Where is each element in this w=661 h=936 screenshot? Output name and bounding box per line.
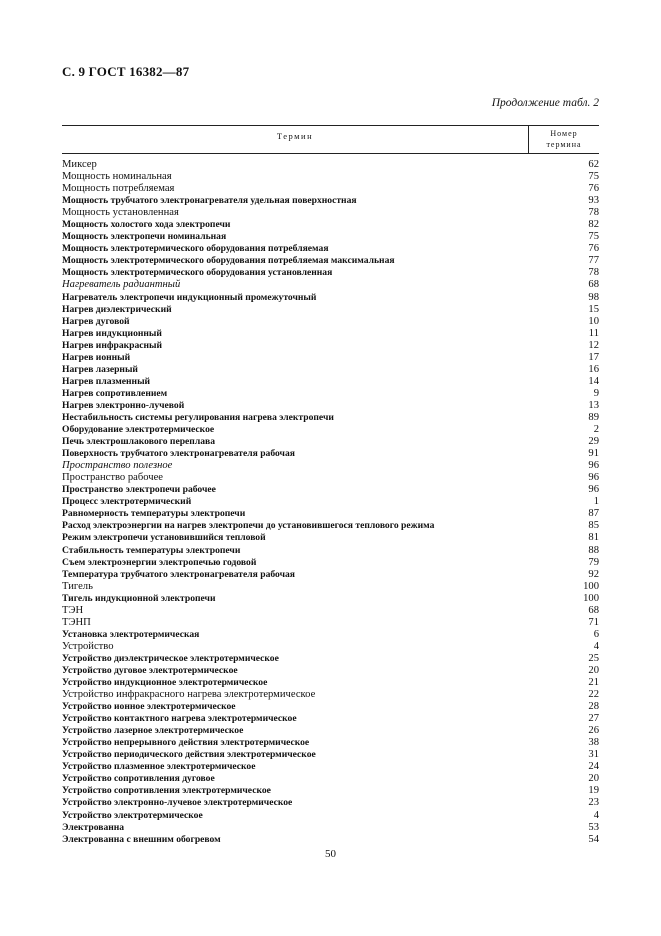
table-row xyxy=(62,243,599,255)
term-cell: Мощность установленная xyxy=(62,207,179,219)
table-row xyxy=(62,472,599,484)
term-number-cell: 54 xyxy=(588,833,599,845)
table-row xyxy=(62,340,599,352)
table-row xyxy=(62,304,599,316)
term-cell: Устройство электронно-лучевое электротермическое xyxy=(62,797,293,809)
table-row xyxy=(62,292,599,304)
term-cell: Нагреватель радиантный xyxy=(62,279,181,291)
term-cell: Нагрев сопротивлением xyxy=(62,387,168,399)
term-number-cell: 79 xyxy=(588,556,599,568)
term-number-cell: 31 xyxy=(588,749,599,761)
table-row xyxy=(62,737,599,749)
term-number-cell: 62 xyxy=(588,159,599,170)
table-header xyxy=(62,125,599,154)
term-cell: Нагреватель электропечи индукционный промежуточный xyxy=(62,291,317,303)
table-row xyxy=(62,629,599,641)
table-row xyxy=(62,617,599,629)
term-cell: Пространство рабочее xyxy=(62,472,163,484)
table-body xyxy=(62,159,599,846)
term-cell: Пространство полезное xyxy=(62,460,173,472)
term-cell: Устройство ионное электротермическое xyxy=(62,701,236,713)
table-row xyxy=(62,713,599,725)
term-number-cell: 10 xyxy=(588,315,599,327)
table-row xyxy=(62,761,599,773)
term-number-cell: 14 xyxy=(588,375,599,387)
table-row xyxy=(62,219,599,231)
column-header-term: Термин xyxy=(276,131,314,141)
term-number-cell: 68 xyxy=(588,604,599,616)
term-number-cell: 96 xyxy=(588,472,599,484)
term-cell: Стабильность температуры электропечи xyxy=(62,544,241,556)
term-cell: Мощность трубчатого электронагревателя удельная поверхностная xyxy=(62,195,357,207)
term-cell: Температура трубчатого электронагревателя рабочая xyxy=(62,568,296,580)
term-number-cell: 24 xyxy=(588,761,599,773)
term-cell: Устройство сопротивления электротермическое xyxy=(62,785,271,797)
table-row xyxy=(62,701,599,713)
term-number-cell: 9 xyxy=(593,387,599,399)
table-row xyxy=(62,520,599,532)
term-number-cell: 76 xyxy=(588,243,599,255)
term-number-cell: 78 xyxy=(588,267,599,279)
term-number-cell: 21 xyxy=(588,677,599,689)
term-number-cell: 25 xyxy=(588,652,599,664)
table-row xyxy=(62,677,599,689)
term-number-cell: 27 xyxy=(588,713,599,725)
page-header: С. 9 ГОСТ 16382—87 xyxy=(62,64,190,79)
term-number-cell: 22 xyxy=(588,689,599,701)
term-number-cell: 26 xyxy=(588,725,599,737)
term-number-cell: 96 xyxy=(588,484,599,496)
term-cell: Нагрев инфракрасный xyxy=(62,339,163,351)
table-row xyxy=(62,593,599,605)
term-cell: Пространство электропечи рабочее xyxy=(62,484,216,496)
term-number-cell: 92 xyxy=(588,568,599,580)
term-number-cell: 100 xyxy=(583,580,599,592)
term-cell: Тигель индукционной электропечи xyxy=(62,592,216,604)
term-cell: Оборудование электротермическое xyxy=(62,424,215,436)
term-number-cell: 75 xyxy=(588,171,599,183)
column-header-number-line2: термина xyxy=(546,140,582,149)
column-header-number xyxy=(528,126,599,153)
term-number-cell: 78 xyxy=(588,207,599,219)
term-cell: Съем электроэнергии электропечью годовой xyxy=(62,556,257,568)
term-cell: Устройство сопротивления дуговое xyxy=(62,773,215,785)
term-number-cell: 76 xyxy=(588,183,599,195)
terms-table xyxy=(62,125,599,846)
term-cell: Устройство индукционное электротермическое xyxy=(62,677,268,689)
term-cell: Мощность электропечи номинальная xyxy=(62,231,227,243)
table-row xyxy=(62,773,599,785)
term-cell: Устройство инфракрасного нагрева электротермическое xyxy=(62,689,316,701)
term-number-cell: 1 xyxy=(593,496,599,508)
table-row xyxy=(62,183,599,195)
term-number-cell: 88 xyxy=(588,544,599,556)
term-cell: ТЭН xyxy=(62,604,84,616)
table-row xyxy=(62,171,599,183)
term-number-cell: 20 xyxy=(588,773,599,785)
term-number-cell: 6 xyxy=(593,628,599,640)
term-cell: Нагрев электронно-лучевой xyxy=(62,399,185,411)
term-number-cell: 38 xyxy=(588,737,599,749)
table-row xyxy=(62,255,599,267)
term-cell: Электрованна с внешним обогревом xyxy=(62,833,221,845)
table-row xyxy=(62,557,599,569)
term-number-cell: 28 xyxy=(588,701,599,713)
table-row xyxy=(62,653,599,665)
term-cell: Устройство диэлектрическое электротермическое xyxy=(62,652,279,664)
term-number-cell: 81 xyxy=(588,532,599,544)
term-cell: Мощность потребляемая xyxy=(62,183,175,195)
term-number-cell: 77 xyxy=(588,255,599,267)
table-row xyxy=(62,822,599,834)
term-number-cell: 11 xyxy=(588,327,599,339)
table-row xyxy=(62,496,599,508)
term-number-cell: 82 xyxy=(588,219,599,231)
table-row xyxy=(62,641,599,653)
term-cell: Нагрев индукционный xyxy=(62,327,162,339)
term-cell: Устройство электротермическое xyxy=(62,809,203,821)
table-row xyxy=(62,569,599,581)
term-cell: Устройство xyxy=(62,640,114,652)
term-number-cell: 23 xyxy=(588,797,599,809)
table-row xyxy=(62,532,599,544)
table-row xyxy=(62,810,599,822)
term-cell: Нагрев плазменный xyxy=(62,375,151,387)
column-header-number-line1: Номер xyxy=(550,129,578,138)
term-cell: Равномерность температуры электропечи xyxy=(62,508,246,520)
term-number-cell: 15 xyxy=(588,303,599,315)
term-cell: Мощность номинальная xyxy=(62,171,172,183)
term-number-cell: 96 xyxy=(588,460,599,472)
term-number-cell: 2 xyxy=(593,424,599,436)
term-number-cell: 100 xyxy=(583,592,599,604)
term-cell: Устройство плазменное электротермическое xyxy=(62,761,256,773)
term-cell: Электрованна xyxy=(62,821,125,833)
table-row xyxy=(62,725,599,737)
term-cell: Нагрев ионный xyxy=(62,351,131,363)
term-cell: Мощность электротермического оборудования установленная xyxy=(62,267,333,279)
table-row xyxy=(62,436,599,448)
term-cell: Устройство дуговое электротермическое xyxy=(62,664,238,676)
table-row xyxy=(62,834,599,846)
term-cell: ТЭНП xyxy=(62,616,91,628)
table-row xyxy=(62,665,599,677)
term-number-cell: 20 xyxy=(588,664,599,676)
term-cell: Нагрев лазерный xyxy=(62,363,138,375)
table-row xyxy=(62,412,599,424)
term-cell: Нагрев дуговой xyxy=(62,315,130,327)
term-number-cell: 4 xyxy=(593,640,599,652)
table-row xyxy=(62,508,599,520)
term-cell: Мощность холостого хода электропечи xyxy=(62,219,231,231)
term-cell: Нестабильность системы регулирования нагрева электропечи xyxy=(62,411,334,423)
table-row xyxy=(62,328,599,340)
term-cell: Устройство периодического действия электротермическое xyxy=(62,749,316,761)
term-cell: Режим электропечи установившийся тепловой xyxy=(62,532,266,544)
table-row xyxy=(62,267,599,279)
term-number-cell: 16 xyxy=(588,363,599,375)
table-row xyxy=(62,581,599,593)
term-cell: Миксер xyxy=(62,159,97,170)
term-cell: Поверхность трубчатого электронагревателя рабочая xyxy=(62,448,295,460)
table-row xyxy=(62,316,599,328)
term-number-cell: 12 xyxy=(588,339,599,351)
term-cell: Тигель xyxy=(62,580,93,592)
term-cell: Устройство контактного нагрева электротермическое xyxy=(62,713,297,725)
table-row xyxy=(62,689,599,701)
term-number-cell: 53 xyxy=(588,821,599,833)
table-row xyxy=(62,159,599,171)
table-row xyxy=(62,231,599,243)
term-number-cell: 4 xyxy=(593,809,599,821)
term-cell: Устройство непрерывного действия электротермическое xyxy=(62,737,310,749)
term-number-cell: 91 xyxy=(588,448,599,460)
table-row xyxy=(62,797,599,809)
term-number-cell: 93 xyxy=(588,195,599,207)
table-row xyxy=(62,460,599,472)
table-continuation-label: Продолжение табл. 2 xyxy=(491,97,599,109)
term-cell: Нагрев диэлектрический xyxy=(62,303,172,315)
term-number-cell: 13 xyxy=(588,399,599,411)
table-row xyxy=(62,605,599,617)
table-row xyxy=(62,279,599,291)
term-cell: Мощность электротермического оборудования потребляемая xyxy=(62,243,329,255)
term-cell: Установка электротермическая xyxy=(62,628,200,640)
term-number-cell: 85 xyxy=(588,520,599,532)
page-number: 50 xyxy=(325,848,336,860)
table-row xyxy=(62,207,599,219)
term-number-cell: 75 xyxy=(588,231,599,243)
table-row xyxy=(62,364,599,376)
table-row xyxy=(62,545,599,557)
table-row xyxy=(62,749,599,761)
term-number-cell: 71 xyxy=(588,616,599,628)
term-number-cell: 87 xyxy=(588,508,599,520)
table-row xyxy=(62,785,599,797)
term-number-cell: 19 xyxy=(588,785,599,797)
table-row xyxy=(62,388,599,400)
table-row xyxy=(62,376,599,388)
table-row xyxy=(62,448,599,460)
term-number-cell: 68 xyxy=(588,279,599,291)
term-number-cell: 17 xyxy=(588,351,599,363)
table-row xyxy=(62,352,599,364)
term-number-cell: 98 xyxy=(588,291,599,303)
table-row xyxy=(62,195,599,207)
term-number-cell: 29 xyxy=(588,436,599,448)
table-row xyxy=(62,424,599,436)
table-row xyxy=(62,484,599,496)
term-cell: Устройство лазерное электротермическое xyxy=(62,725,244,737)
term-number-cell: 89 xyxy=(588,411,599,423)
term-cell: Мощность электротермического оборудования потребляемая максимальная xyxy=(62,255,395,267)
term-cell: Печь электрошлакового переплава xyxy=(62,436,215,448)
term-cell: Процесс электротермический xyxy=(62,496,192,508)
table-row xyxy=(62,400,599,412)
term-cell: Расход электроэнергии на нагрев электропечи до установившегося теплового режима xyxy=(62,520,435,532)
